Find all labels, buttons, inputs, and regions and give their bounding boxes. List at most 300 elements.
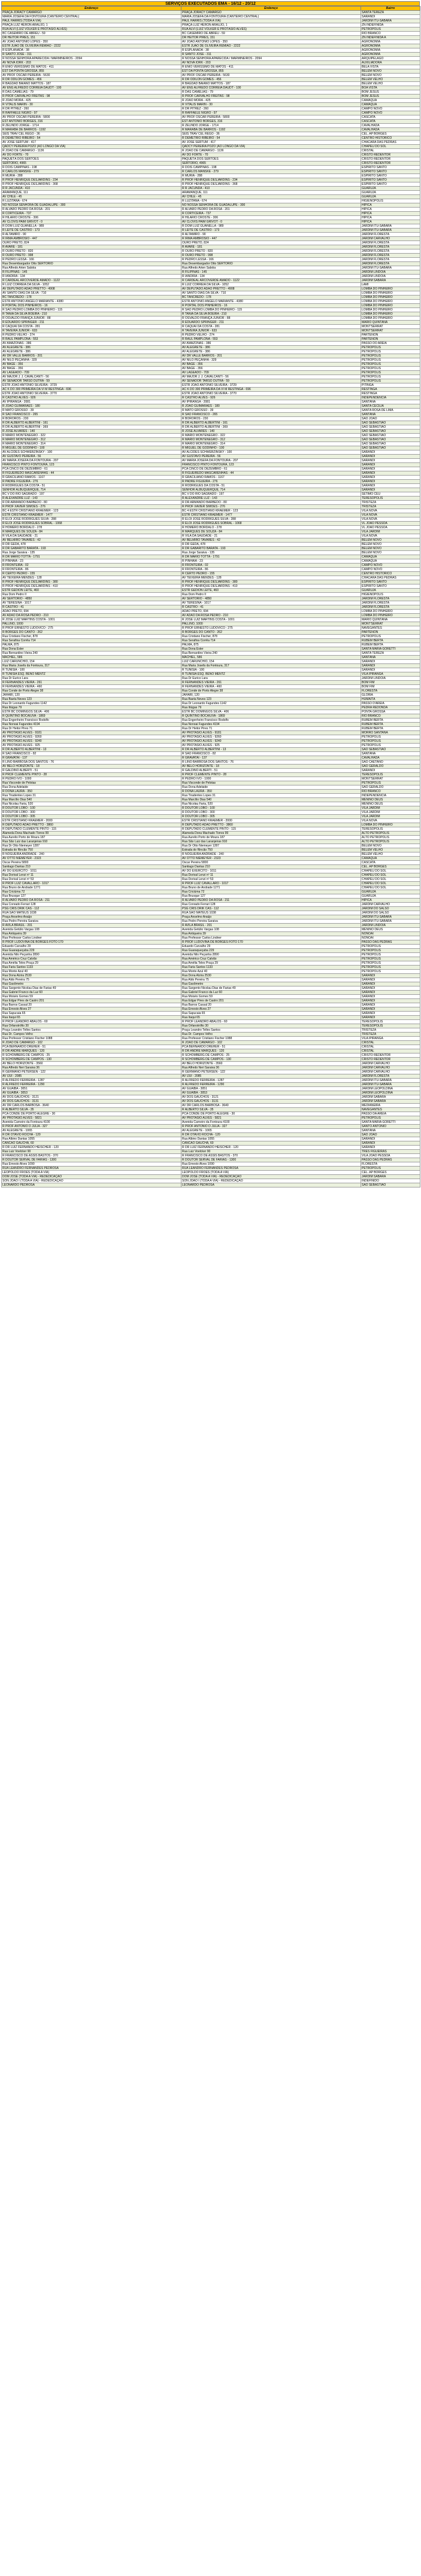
address-cell: R LUIZ CORREIA DA SILVA - 1052 [2,283,181,287]
address-2-cell: R LINO BARBOSA DOS SANTOS - 76 [181,760,361,765]
address-cell: Rua Dorival Lenzi nº 11 [2,873,181,878]
table-row [2,1116,420,1120]
address-cell: AC K DO 300 PRIMEIRA DA VI M RESTINGA - 696 [2,388,181,392]
address-2-cell: R MURIA - 288 [181,174,361,178]
neighborhood-cell: SARANDI [361,991,420,995]
address-cell: R DOUTOR LOBO - 305 [2,815,181,819]
neighborhood-cell: SARANDI [361,1003,420,1007]
table-row [2,74,420,78]
address-cell: PSG CRIS DRIK CAS - 112 [2,907,181,911]
address-2-cell: Rua Itaqui 65 [181,1016,361,1020]
address-2-cell: SON JOÃO I (TODA A VIA) - REDEDICAÇÃO [181,1179,361,1183]
address-2-cell: R DR LUIZ FERNANDO HEISCHER - 120 [181,1146,361,1150]
table-row [2,128,420,132]
neighborhood-cell: LOMBA DO PINHEIRO [361,296,420,300]
address-2-cell: R FRONTEIRA - 86 [181,568,361,572]
address-cell: AV DOS GAUCHOS - 3131 [2,1100,181,1104]
neighborhood-cell: PETRÓPOLIS [361,953,420,957]
table-row [2,1083,420,1087]
address-2-cell: BC 4 ESTR CRISTIANO KRAEMER - 123 [181,509,361,513]
address-cell: PAUL HARRIS (TODA A VIA) [2,19,181,23]
address-2-cell: AV BAGE - 356 [181,363,361,367]
address-cell: Rua Sargento Nicolau Dias de Farias 49 [2,986,181,991]
neighborhood-cell: PETRÓPOLIS [361,28,420,32]
neighborhood-cell: RUBEM BERTA [361,723,420,727]
address-cell: RUA ALVI (LUIZ VOLKER E PROTÁSIO ALVES) [2,28,181,32]
table-row [2,488,420,492]
address-2-cell: Rua Ernesto Alves 1090 [181,1162,361,1167]
address-2-cell: ESTR BC DOMINGOS SILVA - 406 [181,710,361,714]
address-cell: R OURO PRETO - 998 [2,254,181,258]
address-2-cell: BC CASEMIRO DE ABREU - 59 [181,32,361,36]
table-row [2,899,420,903]
table-row [2,312,420,316]
table-row [2,136,420,141]
neighborhood-cell: BELA VISTA [361,65,420,69]
table-row [2,249,420,254]
table-row [2,216,420,220]
address-2-cell: AV DOS GAUCHOS - 3131 [181,1100,361,1104]
address-2-cell: Praça Anselmo Araújo [181,915,361,919]
table-row [2,1058,420,1062]
table-row [2,1033,420,1037]
address-2-cell: R PROF XAVIER SIMOES - 276 [181,505,361,509]
table-row [2,572,420,576]
neighborhood-cell: RIO BRANCO [361,790,420,794]
neighborhood-cell: PITINGA [361,383,420,388]
address-cell: BC V DO RIO SAGRADO - 197 [2,492,181,497]
table-row [2,48,420,53]
address-2-cell: Oscar Pereira 5800 [181,861,361,865]
address-cell: R MARIO MONTENEGRO - 314 [2,442,181,446]
neighborhood-cell: SARANDI [361,995,420,999]
address-cell: R DR PITREZ - 260 [2,107,181,111]
address-2-cell: R PINHAIA - 23 [181,559,361,564]
address-cell: AV MAJOR J. J. CAVALCANTI - 56 [2,375,181,379]
address-cell: Rua Gabriel Franco da Luz 60 [2,991,181,995]
address-cell: MARIA JOSEFA DA FONTOURA (CANTEIRO CENTRAL) [2,15,181,19]
address-2-cell: R OURO PRETO - 820 [181,249,361,254]
table-row [2,442,420,446]
address-cell: R VILA DA SAUDADE - 21 [2,534,181,538]
address-2-cell: R ESPLANADA - 38 [181,48,361,53]
address-2-cell: R ENIO VERISSIMO DE MATOS - 411 [181,65,361,69]
table-row [2,36,420,40]
table-row [2,513,420,517]
address-cell: Rua Baeta Neves 123 [2,698,181,702]
address-2-cell: R ALVARO PEDRO DA ROSA - 211 [181,899,361,903]
neighborhood-cell: GUARUJÁ [361,894,420,899]
neighborhood-cell: ZN INDEFINIDA A [361,36,420,40]
address-2-cell: R SAO FRANCISCO - 82 [181,752,361,756]
address-cell: R PROF ANTONIO D JULIA - 327 [2,1125,181,1129]
address-2-cell: R PROF LUDOVINA DE BORGES FOTO 170 [181,940,361,945]
address-cell: R PROF HENRIQUE DESJARDINS - 410 [2,584,181,589]
address-cell: AV SENADOR TARSO DUTRA - 59 [2,379,181,383]
table-row [2,1049,420,1053]
address-cell: R FILIPINAS - 145 [2,270,181,275]
address-2-cell: AV OTTO NIEMEYER - 2323 [181,857,361,861]
address-2-cell: R PEDRO VELHO - 274 [181,333,361,337]
table-row [2,685,420,689]
table-row [2,635,420,639]
address-cell: R FRONTEIRA - 86 [2,568,181,572]
table-row [2,991,420,995]
address-cell: R PROF CARVALHO FREITAS - 98 [2,95,181,99]
address-cell: R DR GABARITO BARATA - 193 [2,547,181,551]
address-2-cell: R RAFFAELE NIGRO - 97 [181,111,361,115]
address-cell: Rua Dona Ester [2,647,181,651]
table-row [2,777,420,781]
address-cell: Avenida Carneiro da Fontoura 4100 [2,1120,181,1125]
table-row [2,718,420,723]
neighborhood-cell: SANTA MARIA GORETTI [361,647,420,651]
address-2-cell: AV MAJOR J. J. CAVALCANTI - 56 [181,375,361,379]
address-cell: R JOSE ALVARES - 140 [2,430,181,434]
address-2-cell: Rua Jorge Saraiva - 135 [181,551,361,555]
neighborhood-cell: MEDIANEIRA [361,1104,420,1108]
address-2-cell: R PEDRO LESSA - 166 [181,258,361,262]
table-row [2,982,420,986]
neighborhood-cell: CAMAQUÃ [361,857,420,861]
address-2-cell: R FRANCISCO DE ASSIS BASTOS - 370 [181,1154,361,1158]
table-row [2,957,420,961]
address-cell: R DR OTAVIO ROCHA - 120 [2,1133,181,1137]
address-2-cell: PCA CONDE DE PORTO ALEGRE - 30 [181,1112,361,1116]
neighborhood-cell: VILA JARDIM [361,811,420,815]
address-2-cell: R FRONTEIRA - 02 [181,564,361,568]
neighborhood-cell: BELÉM NOVO [361,551,420,555]
table-row [2,756,420,760]
table-row [2,446,420,450]
address-2-cell: Rua Luiz Voelcker 90 [181,1150,361,1154]
neighborhood-cell: BELÉM NOVO [361,74,420,78]
neighborhood-cell: PASSO DAS PEDRAS [361,940,420,945]
table-row [2,174,420,178]
table-row [2,229,420,233]
address-cell: R PORTAL DOS PINHEIROS - 16 [2,304,181,308]
table-row [2,1133,420,1137]
address-2-cell: R AVILA BRASIL - 201 [181,924,361,928]
address-cell: AV OTTO NIEMEYER - 2323 [2,857,181,861]
address-cell: Rua Bernardino Vieira 240 [2,651,181,656]
neighborhood-cell: SARANDI [361,1016,420,1020]
column-header-address: Endereço [2,7,181,11]
table-row [2,1091,420,1095]
neighborhood-cell: HÍPICA [361,216,420,220]
address-2-cell: Rua Aldo Pereira 75 [181,978,361,982]
address-2-cell: AV BELO HORIZONTE - 18 [181,765,361,769]
neighborhood-cell: PASSO DA AREIA [361,1112,420,1116]
neighborhood-cell: SARANDI [361,1137,420,1141]
table-row [2,1167,420,1171]
table-row [2,618,420,622]
table-row [2,995,420,999]
neighborhood-cell: SANTA TEREZA [361,11,420,15]
neighborhood-cell: HÍPICA [361,203,420,208]
address-2-cell: R PROF LEANDRO ABALOS - 60 [181,1020,361,1024]
neighborhood-cell: ALTO PETRÓPOLIS [361,840,420,844]
address-2-cell: R EDUARDO SPRINGER - 211 [181,321,361,325]
table-row [2,773,420,777]
neighborhood-cell: CHAPÉU DO SOL [361,882,420,886]
address-cell: Rua Barros Cassal 20 [2,1003,181,1007]
table-row [2,869,420,873]
neighborhood-cell: SARANDI [361,488,420,492]
neighborhood-cell: SARANDI [361,484,420,488]
address-cell: AV CLOVIS PAIM GRIVOT - 0 [2,220,181,224]
neighborhood-cell: ESPÍRITO SANTO [361,182,420,187]
table-row [2,1183,420,1187]
table-row [2,145,420,149]
neighborhood-cell: CRISTAL [361,1045,420,1049]
address-2-cell: R TAVEIRA JUNIOR - 633 [181,329,361,333]
table-row [2,815,420,819]
neighborhood-cell: JARDIM LINDÓIA [361,924,420,928]
neighborhood-cell: TERESÓPOLIS [361,773,420,777]
neighborhood-cell: VILA JARDIM [361,815,420,819]
address-cell: Rua Dr Heitor Pires 71 [2,727,181,731]
address-2-cell: Rua Engenheiro Francisco Rodolfo [181,718,361,723]
table-row [2,1024,420,1028]
address-2-cell: R DOUTOR SERVAL DE FARIAS - 1300 [181,1158,361,1162]
neighborhood-cell: SANTA MARIA GORETTI [361,1120,420,1125]
neighborhood-cell: CRISTO REDENTOR [361,1058,420,1062]
neighborhood-cell: VILA NOVA [361,517,420,522]
address-2-cell: AV DR CARLOS BARBOSA - 3640 [181,1104,361,1108]
neighborhood-cell: BOA VISTA [361,86,420,90]
address-cell: Rua Orfanotrófio 30 [2,1024,181,1028]
table-row [2,932,420,936]
table-row [2,714,420,718]
address-cell: AV JOSE SERTUM - 417 [2,141,181,145]
neighborhood-cell: SARANDI [361,1146,420,1150]
address-cell: Rua Engenheiro Francisco Rodolfo [2,718,181,723]
address-cell: AV PROF OSCAR PEREIRA - 5800 [2,115,181,120]
neighborhood-cell: JARDIM FLORESTA [361,597,420,601]
neighborhood-cell: SARANDI [361,769,420,773]
address-cell: AV BAGE - 356 [2,367,181,371]
address-cell: AV PROTASIO ALVES - 9240 [2,739,181,744]
neighborhood-cell: SANTA CECÍLIA [361,404,420,409]
table-row [2,28,420,32]
address-cell: AV GUSTAVO PEREIRA - 56 [2,455,181,459]
address-cell: AV IPIRANGA - 2081 [2,400,181,404]
address-cell: Rua São Luiz das Laranjeiras 910 [2,840,181,844]
address-2-cell: NO NOSSA SENHORA DE GUADALUPE - 300 [181,203,361,208]
neighborhood-cell: RUBEM BERTA [361,727,420,731]
neighborhood-cell: PETRÓPOLIS [361,949,420,953]
table-row [2,463,420,467]
neighborhood-cell: CRISTAL [361,1041,420,1045]
table-row [2,702,420,706]
address-2-cell: BC V DO RIO SAGRADO - 197 [181,492,361,497]
neighborhood-cell: PETRÓPOLIS [361,739,420,744]
neighborhood-cell: JARDIM ITÚ-SABARÁ [361,915,420,919]
address-cell: Rua Gasômetro [2,982,181,986]
neighborhood-cell: JARDIM FLORESTA [361,605,420,610]
address-cell: R ESPLANADA - 38 [2,48,181,53]
address-cell: R SAO FRANCISCO - 82 [2,752,181,756]
address-2-cell: OURO PRETO, 824 [181,241,361,245]
address-cell: AV DR VALLE BARROS - 201 [2,354,181,358]
neighborhood-cell: PASSO D'AREIA [361,702,420,706]
address-cell: R FIGUEIREDO MASCARENHAS - 44 [2,471,181,476]
address-cell: AV CHILE - 45 [2,195,181,199]
table-row [2,693,420,698]
neighborhood-cell: TRISTEZA [361,1033,420,1037]
address-2-cell: Rua Antiqueira 39 [181,932,361,936]
address-cell: Rua Dona Adelaide [2,785,181,790]
table-row [2,949,420,953]
table-row [2,1146,420,1150]
table-row [2,409,420,413]
neighborhood-cell: CASCATA [361,115,420,120]
table-row [2,258,420,262]
address-cell: R PROF HENRIQUE DESJARDINS - 368 [2,182,181,187]
table-row [2,1087,420,1091]
address-2-cell: RUA LEANDRO FERNANDES PEDROSA [181,1167,361,1171]
neighborhood-cell: RESTINGA [361,388,420,392]
address-cell: R ZELINDO JORGE - 1714 [2,124,181,128]
neighborhood-cell: VILA NOVA [361,513,420,517]
address-cell: Rua Tiradentes Lopes 31 [2,794,181,798]
neighborhood-cell: CHÁCARA DAS PEDRAS [361,141,420,145]
address-2-cell: Rua Nonoai Fagundes 4194 [181,723,361,727]
address-2-cell: AV IPIRANGA - 2081 [181,400,361,404]
address-cell: R PEDRO VELHO - 274 [2,333,181,337]
table-row [2,978,420,982]
table-row [2,124,420,128]
address-2-cell: Rua Gasômetro [181,982,361,986]
neighborhood-cell: AGRONOMIA [361,48,420,53]
address-cell: Rua Moisés Gomes 59 [2,995,181,999]
address-2-cell: AV DR VALLE BARROS - 201 [181,354,361,358]
address-2-cell: R SCHOMBERG DE CAMPOS - 130 [181,1058,361,1062]
address-2-cell: R BAGDAD BAIANO MATTOS - 187 [181,82,361,86]
address-cell: R DOIS CAMPINAS - 198 [2,166,181,170]
address-2-cell: R PROF LUIZ CAVALLARO - 1017 [181,882,361,886]
neighborhood-cell: SÃO CAETANO [361,760,420,765]
address-cell: AV GUAIBA - 3051 [2,1087,181,1091]
address-2-cell: R JOAO GUIMARAES - 180 [181,404,361,409]
table-row [2,836,420,840]
neighborhood-cell: SARANDI [361,982,420,986]
address-2-cell: R DR MARIO TOTTA - 1791 [181,555,361,559]
address-2-cell: Eduardo Carvalho 29 [181,945,361,949]
table-row [2,626,420,631]
neighborhood-cell: SÃO SEBASTIÃO [361,1183,420,1187]
table-row [2,589,420,593]
address-2-cell: PRAÇA JORACY CAMARGO [181,11,361,15]
table-row [2,832,420,836]
table-row [2,953,420,957]
neighborhood-cell: RUBEM BERTA [361,643,420,647]
table-row [2,940,420,945]
neighborhood-cell: HÍPICA [361,899,420,903]
neighborhood-cell: ESPÍRITO SANTO [361,174,420,178]
table-row [2,350,420,354]
neighborhood-cell: PETRÓPOLIS [361,371,420,375]
table-row [2,999,420,1003]
address-cell: R PROF CLEMENTE PINTO - 28 [2,773,181,777]
neighborhood-cell: ZN INDEFINIDA [361,23,420,28]
address-2-cell: PAUL HARRIS (TODA A VIA) [181,19,361,23]
address-cell: R LEITE DE CASTRO - 173 [2,229,181,233]
address-2-cell: SERTÓRIO, 4965 [181,162,361,166]
neighborhood-cell: TERESÓPOLIS [361,1024,420,1028]
address-2-cell: R DR ODILON GOMES - 456 [181,78,361,82]
address-cell: ESTR GEDION LEITE, 460 [2,589,181,593]
address-cell: R SAO FRANCISCO - 265 [2,413,181,417]
neighborhood-cell: SARANDI [361,1012,420,1016]
table-row [2,467,420,471]
table-row [2,890,420,894]
table-row [2,329,420,333]
address-cell: R DR LUIZ FERNANDO HEISCHER - 120 [2,1146,181,1150]
neighborhood-cell: TRISTEZA [361,501,420,505]
table-row [2,1158,420,1162]
address-cell: R TUNISIA ESQ. BENO MENTZ [2,672,181,677]
table-row [2,1104,420,1108]
table-row [2,492,420,497]
address-2-cell: R ELOI JOSE RODRIGUES SOBRAL - 1068 [181,522,361,526]
table-row [2,107,420,111]
address-2-cell: R ELOI JOSE RODRIGUES SILVA - 288 [181,517,361,522]
address-2-cell: CANCAO GAUCHA, 60 [181,1141,361,1146]
address-2-cell: R LUZITANA - 674 [181,199,361,203]
neighborhood-cell: SANTO ANTÔNIO [361,1125,420,1129]
address-2-cell: R JOAO DE CAMARGO - 102 [181,1041,361,1045]
table-row [2,936,420,940]
address-2-cell: R DR PITREZ - 260 [181,107,361,111]
address-cell: R PROF XAVIER SIMOES - 276 [2,505,181,509]
table-row [2,308,420,312]
table-row [2,187,420,191]
address-2-cell: R DEPUTADO ADAO PRETTO - 3860 [181,823,361,827]
table-row [2,149,420,153]
address-cell: PCA CINCO DE DEZEMBRO - 61 [2,467,181,471]
address-2-cell: R RODRIGUES DA COSTA - 51 [181,484,361,488]
neighborhood-cell: CENTRO HISTÓRICO [361,136,420,141]
table-row [2,878,420,882]
address-cell: Santiago Dantas 210 [2,865,181,869]
table-row [2,919,420,924]
address-2-cell: RUA SAO MATEUS 1038 [181,911,361,915]
address-2-cell: AV JOAO ANTONIO LOPES - 350 [181,40,361,44]
address-cell: AV ALEGRETE - 386 [2,350,181,354]
table-row [2,1037,420,1041]
table-row [2,865,420,869]
table-row [2,735,420,739]
address-2-cell: R SANTO JOSÉ - 311 [181,53,361,57]
neighborhood-cell: LOMBA DO PINHEIRO [361,304,420,308]
address-2-cell: R CARDEAL ARCOVERDE AMADO - 1122 [181,279,361,283]
neighborhood-cell: JARDIM ITÚ-SABARÁ [361,266,420,270]
address-cell: R CERTO PEDRO - 155 [2,572,181,576]
neighborhood-cell: RUBEM BERTA [361,718,420,723]
table-row [2,760,420,765]
address-2-cell: AC K DO 300 PRIMEIRA DA VI M RESTINGA - 696 [181,388,361,392]
table-row [2,593,420,597]
address-cell: AV BELO HORIZONTE - 3560 [2,1062,181,1066]
address-2-cell: AV CLOVIS PAIM GRIVOT - 0 [181,220,361,224]
address-2-cell: SENHOR ALBUQUERQUE, 714 [181,488,361,492]
address-2-cell: Rua Dr Otto Niemeyer 1287 [181,844,361,848]
table-row [2,430,420,434]
neighborhood-cell: SARANDI [361,450,420,455]
neighborhood-cell: VILA IPIRANGA [361,1037,420,1041]
